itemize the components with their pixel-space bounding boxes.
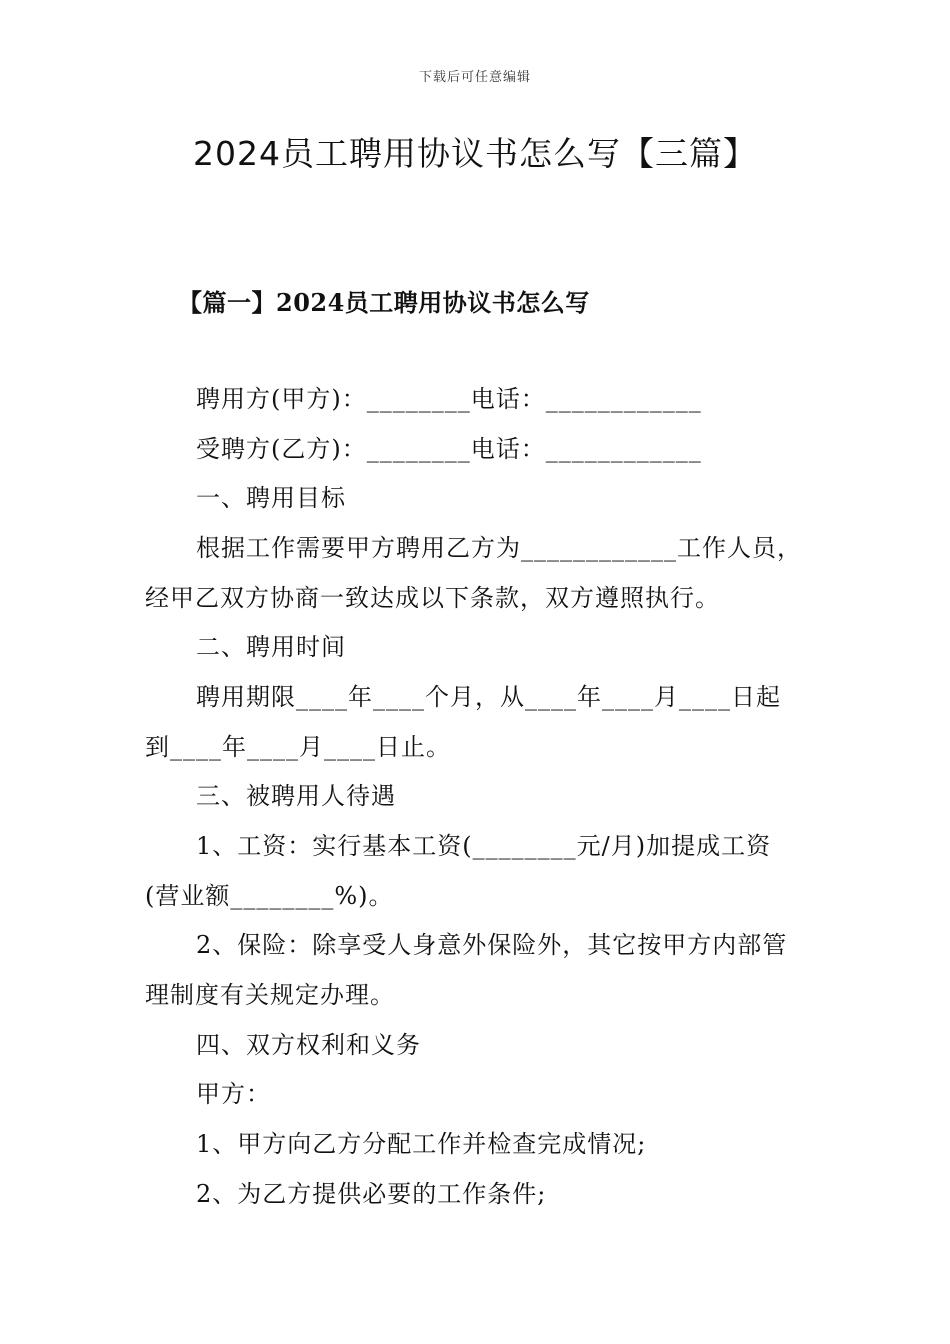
paragraph-line: 到____年____月____日止。 (145, 733, 451, 761)
clause-heading: 二、聘用时间 (196, 633, 346, 661)
paragraph-line: 根据工作需要甲方聘用乙方为____________工作人员， (196, 534, 802, 562)
clause-heading: 一、聘用目标 (196, 484, 346, 512)
section-heading: 【篇一】2024员工聘用协议书怎么写 (178, 288, 590, 317)
paragraph-line: 2、保险：除享受人身意外保险外，其它按甲方内部管 (196, 931, 788, 959)
employer-line: 聘用方(甲方)：________电话：____________ (196, 385, 702, 413)
list-item: 2、为乙方提供必要的工作条件; (196, 1180, 547, 1208)
header-note: 下载后可任意编辑 (418, 70, 531, 85)
employee-line: 受聘方(乙方)：________电话：____________ (196, 435, 702, 463)
list-item: 1、甲方向乙方分配工作并检查完成情况; (196, 1130, 647, 1158)
document-title: 2024员工聘用协议书怎么写【三篇】 (193, 134, 757, 173)
clause-heading: 四、双方权利和义务 (196, 1031, 421, 1059)
clause-heading: 三、被聘用人待遇 (196, 782, 396, 810)
paragraph-line: 1、工资：实行基本工资(________元/月)加提成工资 (196, 832, 772, 860)
party-label: 甲方： (196, 1080, 271, 1108)
paragraph-line: (营业额________%)。 (145, 882, 394, 910)
paragraph-line: 经甲乙双方协商一致达成以下条款，双方遵照执行。 (145, 584, 720, 612)
paragraph-line: 理制度有关规定办理。 (145, 981, 395, 1009)
paragraph-line: 聘用期限____年____个月，从____年____月____日起 (196, 683, 781, 711)
